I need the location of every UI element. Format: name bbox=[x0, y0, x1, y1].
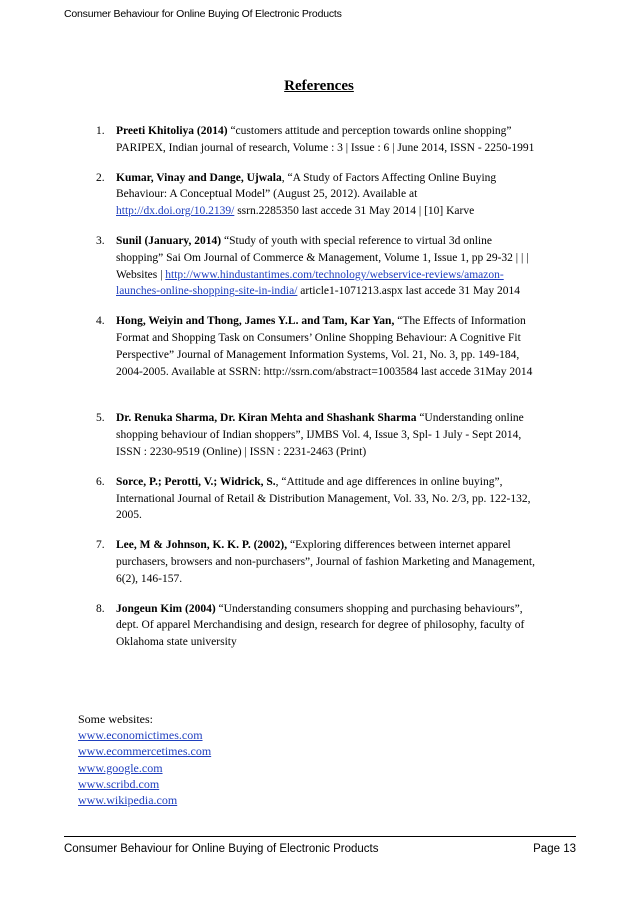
reference-link[interactable]: http://dx.doi.org/10.2139/ bbox=[116, 205, 235, 218]
reference-text-after: ssrn.2285350 last accede 31 May 2014 | [10] Karve bbox=[234, 205, 475, 218]
reference-item-4 bbox=[96, 313, 536, 380]
reference-number: 1. bbox=[96, 125, 105, 137]
footer-title: Consumer Behaviour for Online Buying of Electronic Products bbox=[64, 843, 379, 855]
reference-authors: Dr. Renuka Sharma, Dr. Kiran Mehta and Shashank Sharma bbox=[116, 412, 417, 425]
reference-item-7 bbox=[96, 537, 536, 587]
reference-authors: Lee, M & Johnson, K. K. P. (2002), bbox=[116, 539, 288, 552]
websites-section bbox=[78, 711, 211, 808]
footer-divider bbox=[64, 836, 576, 837]
reference-authors: Sorce, P.; Perotti, V.; Widrick, S. bbox=[116, 475, 276, 488]
reference-number: 6. bbox=[96, 475, 105, 488]
reference-text: “Understanding consumers shopping and purchasing behaviours”, dept. Of apparel Merchandising and design, research for degree of philosophy, faculty of Oklahoma state university bbox=[116, 602, 525, 649]
reference-item-3 bbox=[96, 233, 536, 300]
reference-item-5 bbox=[96, 410, 536, 460]
website-link[interactable]: www.ecommercetimes.com bbox=[78, 744, 212, 759]
reference-text: “customers attitude and perception towards online shopping” PARIPEX, Indian journal of research, Volume : 3 | Issue : 6 | June 2014, ISSN - 2250-1991 bbox=[116, 125, 535, 154]
reference-number: 4. bbox=[96, 315, 105, 328]
reference-authors: Jongeun Kim (2004) bbox=[116, 602, 216, 615]
page-title: References bbox=[284, 78, 354, 94]
reference-authors: Kumar, Vinay and Dange, Ujwala bbox=[116, 171, 282, 184]
reference-text: “Understanding online shopping behaviour of Indian shoppers”, IJMBS Vol. 4, Issue 3, Spl- 1 July - Sept 2014, ISSN : 2230-9519 (Online) | ISSN : 2231-2463 (Print) bbox=[116, 412, 524, 458]
reference-item-1 bbox=[96, 123, 536, 157]
reference-text: “Exploring differences between internet apparel purchasers, browsers and non-purchasers”, Journal of fashion Marketing and Management, 6(2), 146-157. bbox=[116, 539, 535, 585]
reference-authors: Preeti Khitoliya (2014) bbox=[116, 125, 228, 137]
reference-item-2 bbox=[96, 170, 536, 220]
reference-number: 2. bbox=[96, 171, 105, 184]
reference-link[interactable]: http://www.hindustantimes.com/technology/webservice-reviews/amazon-launches-online-shopping-site-in-india/ bbox=[116, 268, 504, 298]
reference-item-6 bbox=[96, 474, 536, 524]
website-link[interactable]: www.wikipedia.com bbox=[78, 793, 178, 808]
website-link[interactable]: www.scribd.com bbox=[78, 776, 160, 791]
reference-text: “The Effects of Information Format and Shopping Task on Consumers’ Online Shopping Behaviour: A Cognitive Fit Perspective” Journal of Management Information Systems, Vol. 21, No. 3, pp. 149-184, 2004-2005. Available at SSRN: http://ssrn.com/abstract=1003584 last accede 31May 2014 bbox=[116, 315, 533, 378]
reference-number: 3. bbox=[96, 234, 105, 247]
reference-item-8 bbox=[96, 601, 536, 651]
website-link[interactable]: www.economictimes.com bbox=[78, 728, 203, 743]
reference-number: 7. bbox=[96, 539, 105, 552]
reference-list bbox=[96, 123, 536, 664]
reference-text-after: article1-1071213.aspx last accede 31 May 2014 bbox=[297, 285, 520, 298]
running-header: Consumer Behaviour for Online Buying Of Electronic Products bbox=[64, 8, 342, 20]
page-number: Page 13 bbox=[533, 843, 576, 855]
reference-authors: Sunil (January, 2014) bbox=[116, 234, 222, 247]
reference-authors: Hong, Weiyin and Thong, James Y.L. and Tam, Kar Yan, bbox=[116, 315, 395, 328]
reference-text: “Study of youth with special reference to virtual 3d online shopping” Sai Om Journal of Commerce & Management, Volume 1, Issue 1, pp 29-32 | | | Websites | bbox=[116, 234, 529, 281]
reference-number: 5. bbox=[96, 412, 105, 425]
reference-text: , “A Study of Factors Affecting Online Buying Behaviour: A Conceptual Model” (August 25, 2012). Available at bbox=[116, 171, 497, 201]
reference-number: 8. bbox=[96, 602, 105, 615]
reference-text: , “Attitude and age differences in online buying”, International Journal of Retail & Distribution Management, Vol. 33, No. 2/3, pp. 122-132, 2005. bbox=[116, 475, 531, 522]
websites-heading: Some websites: bbox=[78, 712, 153, 726]
website-link[interactable]: www.google.com bbox=[78, 760, 163, 775]
